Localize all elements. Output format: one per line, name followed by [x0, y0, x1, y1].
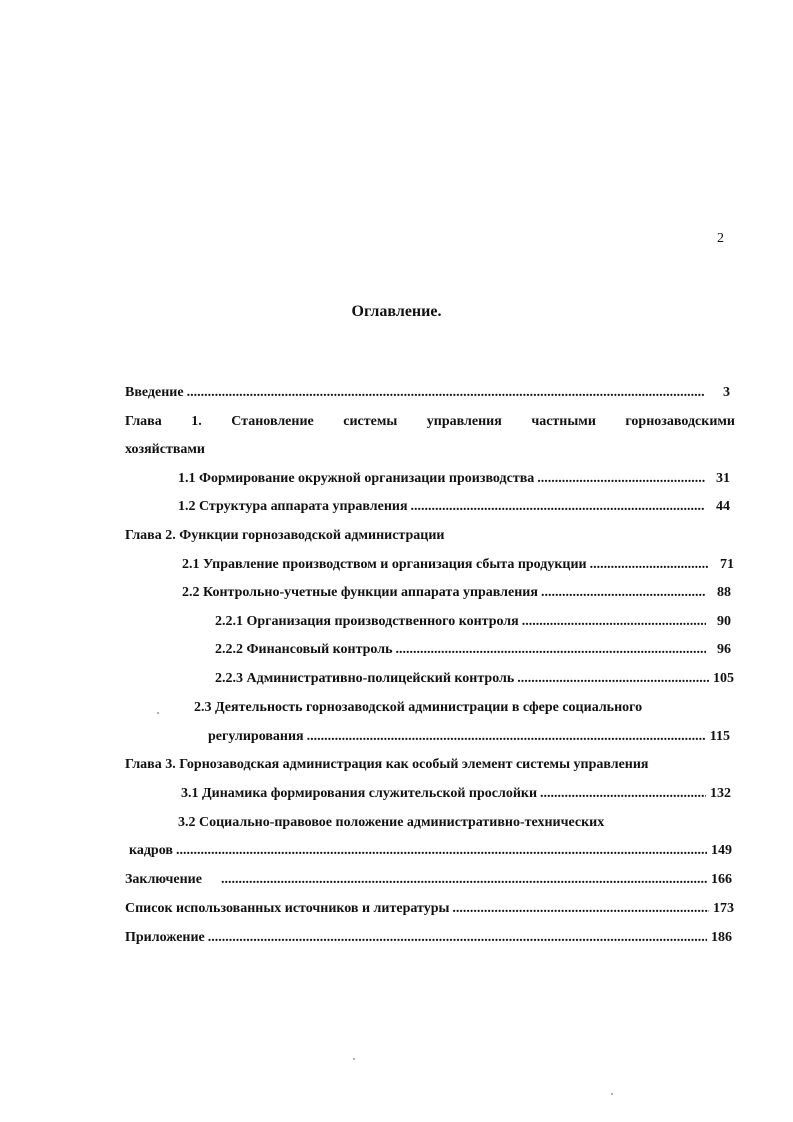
- toc-entry-2-3-line1: 2.3 Деятельность горнозаводской администрации в сфере социального: [194, 700, 643, 715]
- toc-entry-conclusion: [125, 867, 732, 893]
- toc-label: 3.1 Динамика формирования служительской прослойки: [181, 786, 538, 801]
- toc-page: 90: [717, 614, 731, 629]
- toc-page: 173: [713, 901, 734, 916]
- toc-page: 166: [711, 872, 732, 887]
- toc-page: 115: [709, 729, 730, 744]
- toc-page: 132: [710, 786, 731, 801]
- toc-leader: [590, 552, 709, 578]
- toc-page: 31: [716, 471, 730, 486]
- toc-label: 1.2 Структура аппарата управления: [178, 499, 408, 514]
- toc-entry-sources: [125, 896, 734, 922]
- toc-chapter-2: Глава 2. Функции горнозаводской администрации: [125, 528, 445, 543]
- toc-entry-3-1: [181, 781, 731, 807]
- toc-leader: [411, 494, 705, 520]
- toc-chapter-1: [125, 409, 735, 435]
- toc-page: 96: [717, 642, 731, 657]
- toc-page: 44: [716, 499, 730, 514]
- toc-label: Заключение: [125, 872, 202, 887]
- toc-entry-1-1: [178, 466, 730, 492]
- toc-page: 3: [723, 385, 730, 400]
- toc-label: Введение: [125, 385, 184, 400]
- toc-word: Становление: [231, 414, 314, 429]
- toc-entry-1-2: [178, 494, 730, 520]
- toc-chapter-1-cont: хозяйствами: [125, 442, 205, 457]
- toc-entry-2-1: [182, 552, 734, 578]
- toc-label: 2.2.1 Организация производственного контроля: [215, 614, 519, 629]
- toc-entry-appendix: [125, 925, 732, 951]
- toc-word: 1.: [191, 414, 202, 429]
- toc-word: управления: [426, 414, 502, 429]
- toc-leader: [307, 724, 705, 750]
- toc-label: кадров: [129, 843, 173, 858]
- toc-page: 105: [713, 671, 734, 686]
- toc-leader: [522, 609, 706, 635]
- toc-leader: [452, 896, 709, 922]
- toc-entry-3-2-line2: [129, 838, 732, 864]
- toc-entry-intro: [125, 380, 730, 406]
- toc-leader: [537, 466, 705, 492]
- toc-label: 2.1 Управление производством и организация сбыта продукции: [182, 557, 587, 572]
- toc-label: регулирования: [208, 729, 304, 744]
- toc-entry-2-2: [182, 580, 731, 606]
- page-number: 2: [717, 231, 724, 246]
- toc-page: 71: [720, 557, 734, 572]
- toc-label: 1.1 Формирование окружной организации производства: [178, 471, 535, 486]
- scan-speck: [353, 1058, 355, 1060]
- toc-word: Глава: [125, 414, 162, 429]
- toc-page: 149: [711, 843, 732, 858]
- toc-chapter-3: Глава 3. Горнозаводская администрация как особый элемент системы управления: [125, 757, 649, 772]
- scan-speck: [157, 712, 159, 714]
- toc-leader: [176, 838, 707, 864]
- toc-entry-3-2-line1: 3.2 Социально-правовое положение административно-технических: [178, 815, 605, 830]
- scan-speck: [611, 1093, 613, 1095]
- toc-word: горнозаводскими: [625, 414, 735, 429]
- toc-leader: [221, 867, 707, 893]
- toc-label: 2.2 Контрольно-учетные функции аппарата управления: [182, 585, 538, 600]
- toc-leader: [540, 781, 706, 807]
- toc-label: Приложение: [125, 930, 205, 945]
- toc-label: 2.2.2 Финансовый контроль: [215, 642, 393, 657]
- toc-leader: [396, 637, 706, 663]
- toc-entry-2-2-1: [215, 609, 731, 635]
- toc-word: системы: [343, 414, 398, 429]
- toc-label: Список использованных источников и литературы: [125, 901, 450, 916]
- toc-entry-2-2-2: [215, 637, 731, 663]
- toc-leader: [187, 380, 705, 406]
- toc-label: 2.2.3 Административно-полицейский контроль: [215, 671, 515, 686]
- toc-entry-2-3-line2: [208, 724, 730, 750]
- toc-leader: [208, 925, 707, 951]
- toc-leader: [541, 580, 706, 606]
- toc-leader: [517, 666, 709, 692]
- toc-page: 186: [711, 930, 732, 945]
- toc-word: частными: [531, 414, 596, 429]
- toc-entry-2-2-3: [215, 666, 734, 692]
- toc-page: 88: [717, 585, 731, 600]
- page-title: Оглавление.: [351, 303, 442, 320]
